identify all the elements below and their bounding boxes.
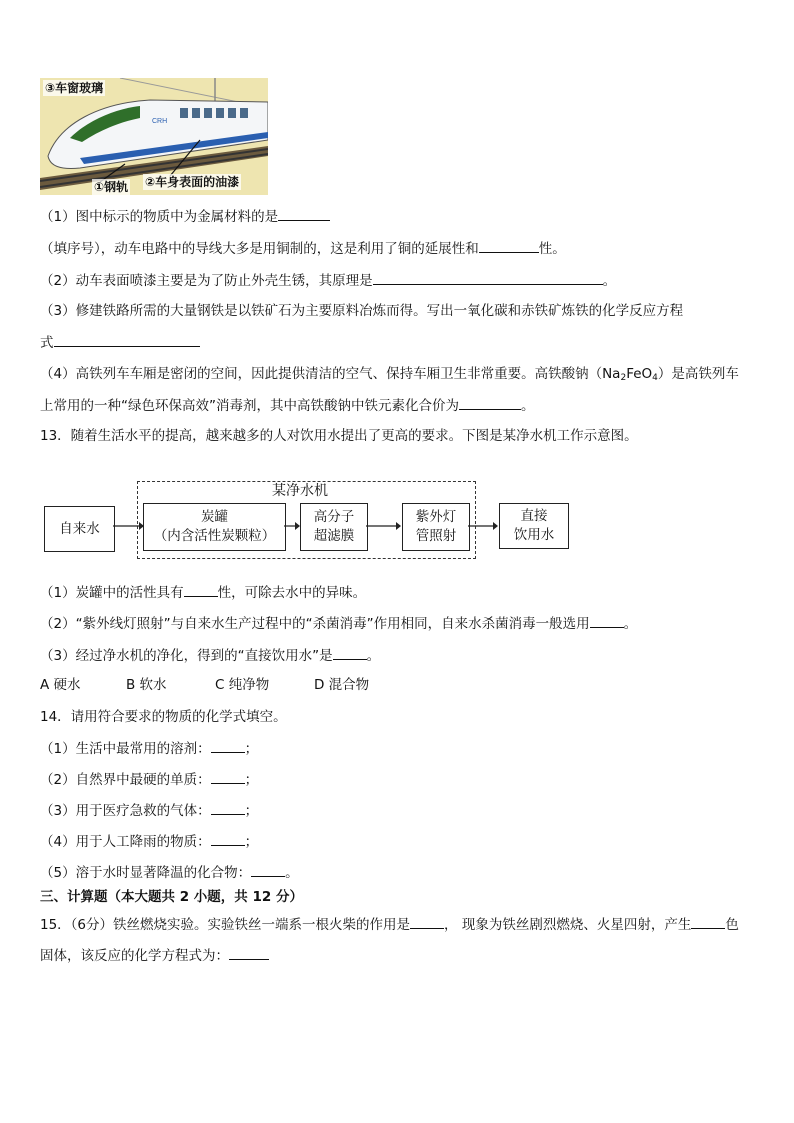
answer-blank[interactable]: [54, 332, 200, 347]
q14-item: （5）溶于水时显著降温的化合物： 。: [40, 862, 299, 883]
q13-part1: （1）炭罐中的活性具有 性，可除去水中的异味。: [40, 582, 366, 603]
q12-part1b: （填序号），动车电路中的导线大多是用铜制的，这是利用了铜的延展性和 性。: [40, 238, 566, 259]
q13-stem: 13．随着生活水平的提高，越来越多的人对饮用水提出了更高的要求。下图是某净水机工作示意图。: [40, 428, 638, 444]
tap-water-box: 自来水: [44, 506, 115, 552]
q15-line1: 15．（6分）铁丝燃烧实验。实验铁丝一端系一根火柴的作用是 ， 现象为铁丝剧烈燃烧、火星四射，产生 色: [40, 914, 739, 935]
answer-blank[interactable]: [333, 645, 367, 660]
q12-part4a: （4）高铁列车车厢是密闭的空间，因此提供清洁的空气、保持车厢卫生非常重要。高铁酸钠$(Na_2FeO_4)$是高铁列车: [40, 366, 739, 383]
answer-blank[interactable]: [229, 945, 269, 960]
q14-stem: 14．请用符合要求的物质的化学式填空。: [40, 709, 287, 725]
drinking-water-box: 直接 饮用水: [499, 503, 569, 549]
answer-blank[interactable]: [211, 738, 245, 753]
q13-part3: （3）经过净水机的净化，得到的“直接饮用水”是 。: [40, 645, 380, 666]
choice-d[interactable]: D 混合物: [314, 677, 370, 693]
train-figure: [40, 78, 268, 195]
q14-item: （4）用于人工降雨的物质： ；: [40, 831, 258, 852]
q15-line2: 固体，该反应的化学方程式为：: [40, 945, 269, 966]
q14-item: （3）用于医疗急救的气体： ；: [40, 800, 258, 821]
choice-c[interactable]: C 纯净物: [215, 677, 270, 693]
q12-part1a: （1）图中标示的物质中为金属材料的是: [40, 206, 330, 227]
arrow-icon: [113, 520, 145, 532]
answer-blank[interactable]: [184, 582, 218, 597]
train-logo: CRH: [152, 118, 168, 125]
choice-a[interactable]: A 硬水: [40, 677, 81, 693]
q13-choices: [40, 675, 369, 695]
answer-blank[interactable]: [479, 238, 539, 253]
q12-part3b: 式: [40, 332, 200, 353]
ultrafiltration-membrane-box: 高分子 超滤膜: [300, 503, 368, 551]
answer-blank[interactable]: [251, 862, 285, 877]
answer-blank[interactable]: [410, 914, 444, 929]
carbon-tank-box: 炭罐 （内含活性炭颗粒）: [143, 503, 286, 551]
q12-part2: （2）动车表面喷漆主要是为了防止外壳生锈，其原理是 。: [40, 270, 616, 291]
answer-blank[interactable]: [278, 206, 330, 221]
label-window-glass: ③车窗玻璃: [45, 81, 104, 95]
answer-blank[interactable]: [590, 613, 624, 628]
q12-part4b: 上常用的一种“绿色环保高效”消毒剂，其中高铁酸钠中铁元素化合价为 。: [40, 395, 535, 416]
answer-blank[interactable]: [211, 769, 245, 784]
answer-blank[interactable]: [211, 800, 245, 815]
answer-blank[interactable]: [211, 831, 245, 846]
answer-blank[interactable]: [691, 914, 725, 929]
label-rail: ①钢轨: [94, 180, 129, 194]
answer-blank[interactable]: [459, 395, 521, 410]
answer-blank[interactable]: [373, 270, 603, 285]
q14-item: （1）生活中最常用的溶剂： ；: [40, 738, 258, 759]
arrow-icon: [284, 520, 302, 532]
q12-part3a: （3）修建铁路所需的大量钢铁是以铁矿石为主要原料冶炼而得。写出一氧化碳和赤铁矿炼铁的化学反应方程: [40, 303, 684, 319]
uv-lamp-box: 紫外灯 管照射: [402, 503, 470, 551]
machine-title: 某净水机: [272, 483, 328, 499]
q13-part2: （2）“紫外线灯照射”与自来水生产过程中的“杀菌消毒”作用相同，自来水杀菌消毒一般选用 。: [40, 613, 637, 634]
arrow-icon: [468, 520, 501, 532]
label-paint: ②车身表面的油漆: [145, 175, 240, 189]
choice-b[interactable]: B 软水: [126, 677, 167, 693]
arrow-icon: [366, 520, 404, 532]
q14-item: （2）自然界中最硬的单质： ；: [40, 769, 258, 790]
section-heading: 三、计算题（本大题共 2 小题，共 12 分）: [40, 889, 303, 905]
